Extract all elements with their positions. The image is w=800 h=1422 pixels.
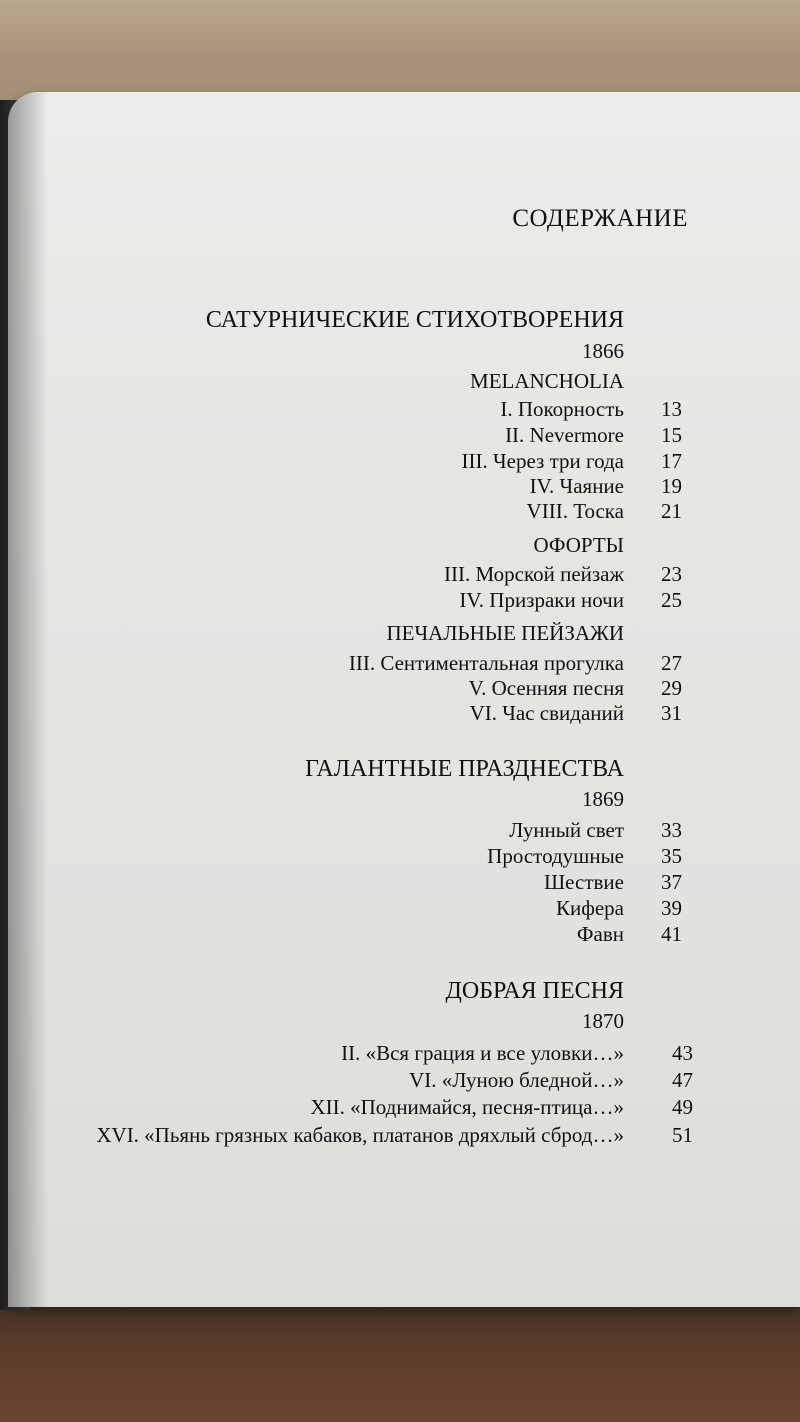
toc-entry-label: XII. «Поднимайся, песня-птица…» <box>310 1095 624 1119</box>
toc-entry-label: IV. Призраки ночи <box>459 588 624 612</box>
toc-entry-page: 21 <box>661 499 682 523</box>
toc-entry-label: Кифера <box>556 896 624 920</box>
toc-entry-label: Лунный свет <box>509 818 624 842</box>
toc-entry-page: 37 <box>661 870 682 894</box>
toc-entry-page: 43 <box>672 1041 693 1065</box>
toc-entry-label: III. Сентиментальная прогулка <box>348 651 624 675</box>
section-title-good-song: ДОБРАЯ ПЕСНЯ <box>445 978 624 1004</box>
toc-entry-page: 19 <box>661 474 682 498</box>
toc-entry-page: 49 <box>672 1095 693 1119</box>
toc-entry-page: 31 <box>661 701 682 725</box>
toc-entry-page: 13 <box>661 397 682 421</box>
toc-entry-page: 41 <box>661 922 682 946</box>
section-title-fetes-galantes: ГАЛАНТНЫЕ ПРАЗДНЕСТВА <box>305 756 624 782</box>
subsection-title-etchings: ОФОРТЫ <box>533 533 624 557</box>
toc-entry-page: 51 <box>672 1123 693 1147</box>
toc-entry-page: 39 <box>661 896 682 920</box>
toc-entry-page: 25 <box>661 588 682 612</box>
toc-entry-label: I. Покорность <box>500 397 624 421</box>
toc-entry-page: 23 <box>661 562 682 586</box>
section-year-fetes-galantes: 1869 <box>582 787 624 811</box>
toc-entry-label: V. Осенняя песня <box>468 676 624 700</box>
toc-entry-page: 35 <box>661 844 682 868</box>
toc-entry-label: VI. Час свиданий <box>469 701 624 725</box>
toc-entry-label: III. Морской пейзаж <box>444 562 624 586</box>
section-title-saturnian: САТУРНИЧЕСКИЕ СТИХОТВОРЕНИЯ <box>205 307 624 333</box>
toc-entry-label: Фавн <box>576 922 624 946</box>
toc-entry-page: 29 <box>661 676 682 700</box>
section-year-saturnian: 1866 <box>582 339 624 363</box>
toc-entry-label: II. «Вся грация и все уловки…» <box>341 1041 624 1065</box>
toc-entry-label: VIII. Тоска <box>526 499 624 523</box>
toc-entry-label: III. Через три года <box>461 449 624 473</box>
toc-entry-label: VI. «Луною бледной…» <box>409 1068 624 1092</box>
section-year-good-song: 1870 <box>582 1009 624 1033</box>
toc-entry-label: IV. Чаяние <box>529 474 624 498</box>
toc-entry-page: 27 <box>661 651 682 675</box>
toc-entry-label: Простодушные <box>487 844 624 868</box>
subsection-title-sad-landscapes: ПЕЧАЛЬНЫЕ ПЕЙЗАЖИ <box>386 621 624 645</box>
toc-entry-page: 33 <box>661 818 682 842</box>
toc-entry-page: 17 <box>661 449 682 473</box>
toc-entry-page: 15 <box>661 423 682 447</box>
toc-entry-label: II. Nevermore <box>505 423 624 447</box>
subsection-title-melancholia: MELANCHOLIA <box>470 369 624 393</box>
toc-entry-label: XVI. «Пьянь грязных кабаков, платанов дряхлый сброд…» <box>96 1123 624 1147</box>
toc-entry-page: 47 <box>672 1068 693 1092</box>
contents-title: СОДЕРЖАНИЕ <box>512 205 688 232</box>
toc-entry-label: Шествие <box>543 870 624 894</box>
